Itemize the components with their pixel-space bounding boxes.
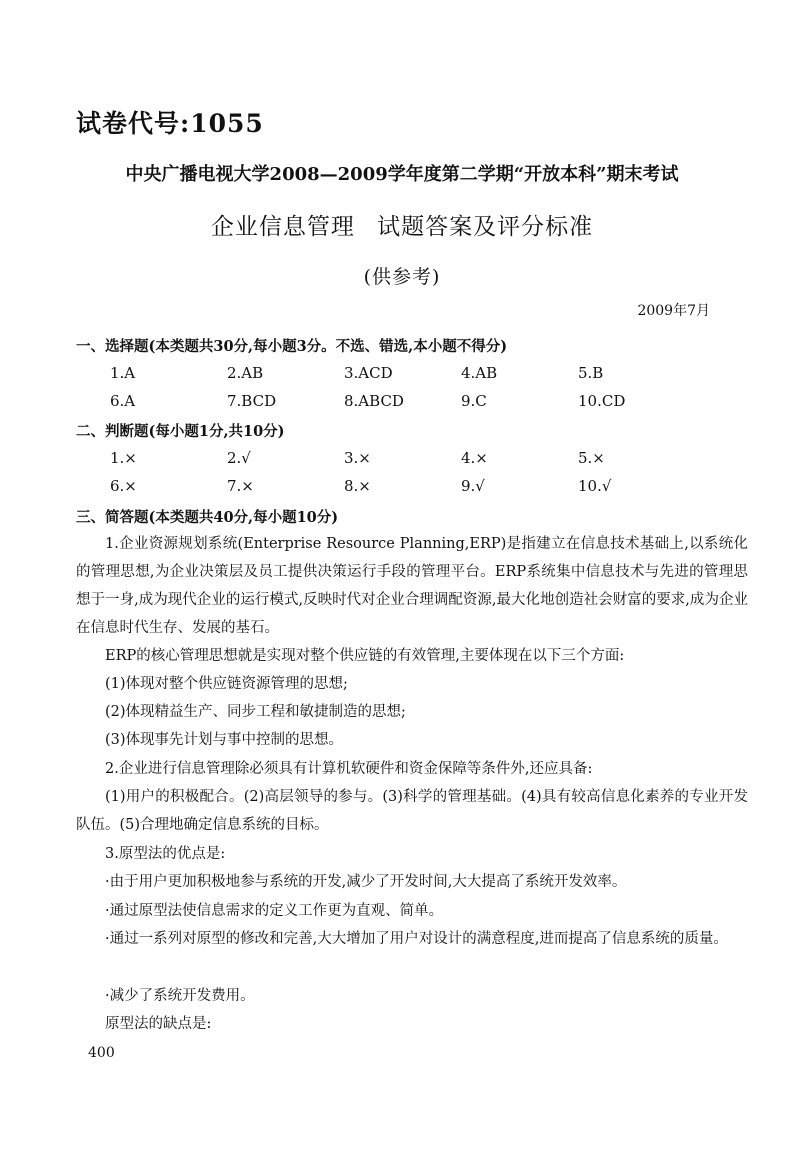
answer-paragraph: ERP的核心管理思想就是实现对整个供应链的有效管理,主要体现在以下三个方面: <box>105 648 625 664</box>
answer-paragraph: 1.企业资源规划系统(Enterprise Resource Planning,ERP)是指建立在信息技术基础上,以系统化的管理思想,为企业决策层及员工提供决策运行手段的管理平台。ERP系统集中信息技术与先进的管理思想于一身,成为现代企业的运行模式,反映时代对企业合理调配资源,最大化地创造社会财富的要求,成为企业在信息时代生存、发展的基石。 <box>76 536 748 636</box>
choice-answer: 2.AB <box>227 364 264 382</box>
answer-list-item: (2)体现精益生产、同步工程和敏捷制造的思想; <box>105 704 406 720</box>
choice-answer: 4.AB <box>461 364 498 382</box>
answer-bullet: ·由于用户更加积极地参与系统的开发,减少了开发时间,大大提高了系统开发效率。 <box>105 874 627 890</box>
document-subtitle: (供参考) <box>363 266 441 288</box>
judgment-answer: 8.× <box>344 477 371 495</box>
choice-answer: 9.C <box>461 392 487 410</box>
judgment-answer: 2.√ <box>227 449 251 467</box>
judgment-answer: 1.× <box>110 449 137 467</box>
judgment-answer: 3.× <box>344 449 371 467</box>
answer-bullet: ·减少了系统开发费用。 <box>105 988 255 1004</box>
exam-code: 试卷代号:1055 <box>76 109 264 138</box>
section-3-heading: 三、简答题(本类题共40分,每小题10分) <box>76 509 339 526</box>
answer-paragraph: (1)用户的积极配合。(2)高层领导的参与。(3)科学的管理基础。(4)具有较高信息化素养的专业开发队伍。(5)合理地确定信息系统的目标。 <box>76 789 748 833</box>
page-number: 400 <box>88 1045 115 1061</box>
document-title: 企业信息管理 试题答案及评分标准 <box>210 214 594 240</box>
choice-answer: 10.CD <box>578 392 626 410</box>
answer-paragraph: 2.企业进行信息管理除必须具有计算机软硬件和资金保障等条件外,还应具备: <box>105 761 593 777</box>
judgment-answer: 7.× <box>227 477 254 495</box>
choice-answer: 1.A <box>110 364 136 382</box>
section-2-heading: 二、判断题(每小题1分,共10分) <box>76 423 285 440</box>
answer-paragraph: 3.原型法的优点是: <box>105 846 226 862</box>
choice-answer: 8.ABCD <box>344 392 404 410</box>
exam-header: 中央广播电视大学2008—2009学年度第二学期“开放本科”期末考试 <box>125 164 679 185</box>
choice-answer: 7.BCD <box>227 392 277 410</box>
choice-answer: 3.ACD <box>344 364 393 382</box>
section-1-heading: 一、选择题(本类题共30分,每小题3分。不选、错选,本小题不得分) <box>76 338 508 355</box>
answer-list-item: (1)体现对整个供应链资源管理的思想; <box>105 676 348 692</box>
exam-date: 2009年7月 <box>637 303 710 319</box>
judgment-answer: 5.× <box>578 449 605 467</box>
answer-paragraph: 原型法的缺点是: <box>105 1016 212 1032</box>
judgment-answer: 4.× <box>461 449 488 467</box>
judgment-answer: 9.√ <box>461 477 485 495</box>
choice-answer: 5.B <box>578 364 604 382</box>
answer-bullet: ·通过一系列对原型的修改和完善,大大增加了用户对设计的满意程度,进而提高了信息系统的质量。 <box>105 931 728 947</box>
judgment-answer: 10.√ <box>578 477 612 495</box>
answer-list-item: (3)体现事先计划与事中控制的思想。 <box>105 732 344 748</box>
choice-answer: 6.A <box>110 392 136 410</box>
judgment-answer: 6.× <box>110 477 137 495</box>
answer-bullet: ·通过原型法使信息需求的定义工作更为直观、简单。 <box>105 903 444 919</box>
